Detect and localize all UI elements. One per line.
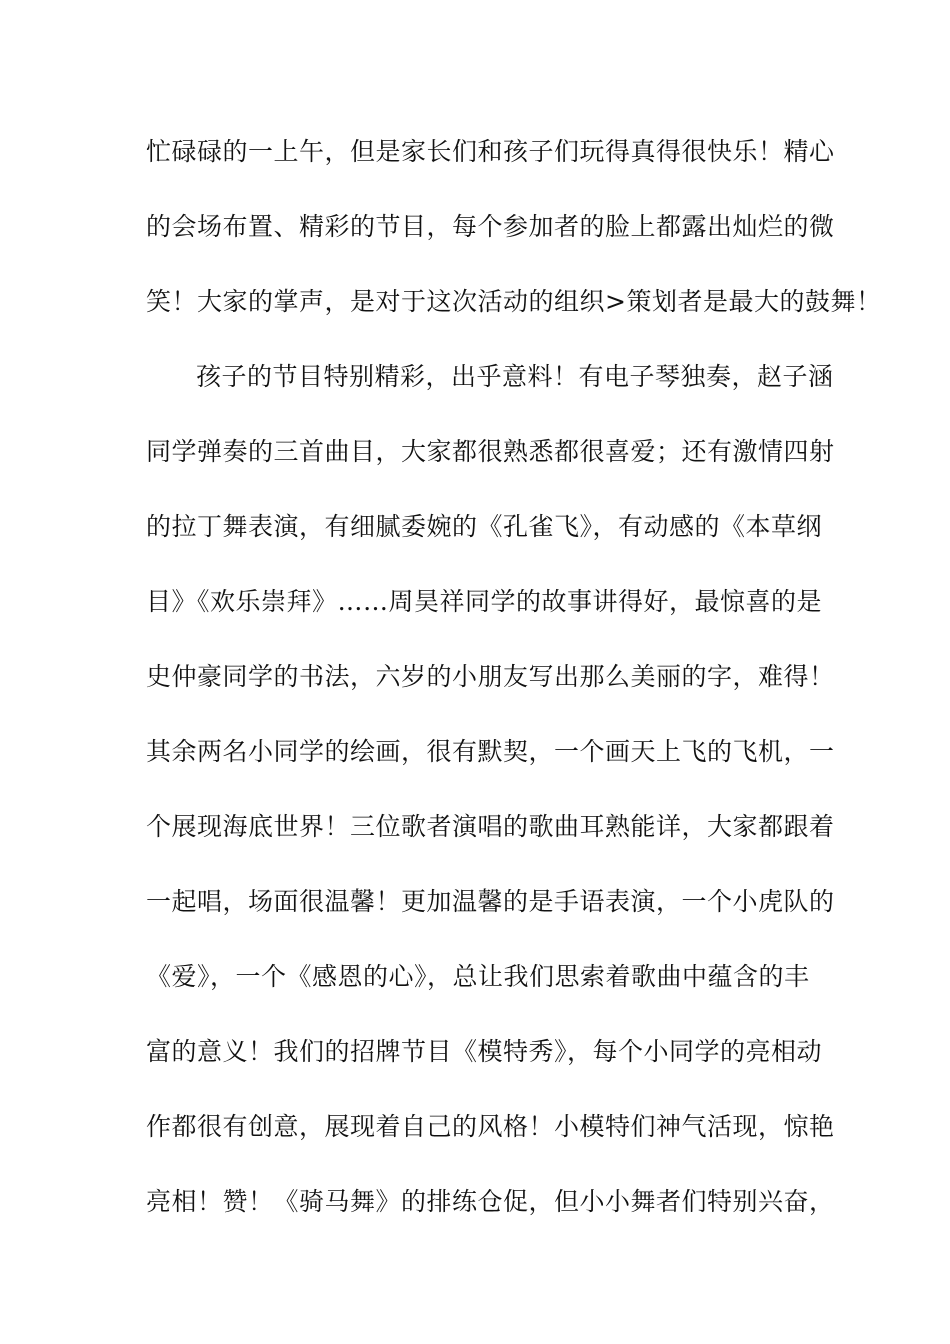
text-line-6: 的拉丁舞表演，有细腻委婉的《孔雀飞》，有动感的《本草纲 — [146, 512, 823, 541]
text-line-13: 富的意义！我们的招牌节目《模特秀》，每个小同学的亮相动 — [146, 1037, 823, 1066]
text-line-7: 目》《欢乐崇拜》……周昊祥同学的故事讲得好，最惊喜的是 — [146, 587, 823, 616]
text-line-9: 其余两名小同学的绘画，很有默契，一个画天上飞的飞机，一 — [146, 737, 835, 766]
text-line-12: 《爱》，一个《感恩的心》，总让我们思索着歌曲中蕴含的丰 — [146, 962, 810, 991]
text-line-14: 作都很有创意，展现着自己的风格！小模特们神气活现，惊艳 — [146, 1112, 835, 1141]
text-line-11: 一起唱，场面很温馨！更加温馨的是手语表演，一个小虎队的 — [146, 887, 835, 916]
text-line-2: 的会场布置、精彩的节目，每个参加者的脸上都露出灿烂的微 — [146, 212, 835, 241]
text-line-5: 同学弹奏的三首曲目，大家都很熟悉都很喜爱；还有激情四射 — [146, 437, 835, 466]
text-line-4: 孩子的节目特别精彩，出乎意料！有电子琴独奏，赵子涵 — [196, 362, 834, 391]
text-line-8: 史仲豪同学的书法，六岁的小朋友写出那么美丽的字，难得！ — [146, 662, 835, 691]
text-line-15: 亮相！赞！《骑马舞》的排练仓促，但小小舞者们特别兴奋， — [146, 1187, 835, 1216]
text-line-3: 笑！大家的掌声，是对于这次活动的组织>策划者是最大的鼓舞！ — [146, 287, 882, 316]
body-text — [146, 131, 882, 1256]
text-line-10: 个展现海底世界！三位歌者演唱的歌曲耳熟能详，大家都跟着 — [146, 812, 835, 841]
text-line-1: 忙碌碌的一上午，但是家长们和孩子们玩得真得很快乐！精心 — [146, 137, 835, 166]
